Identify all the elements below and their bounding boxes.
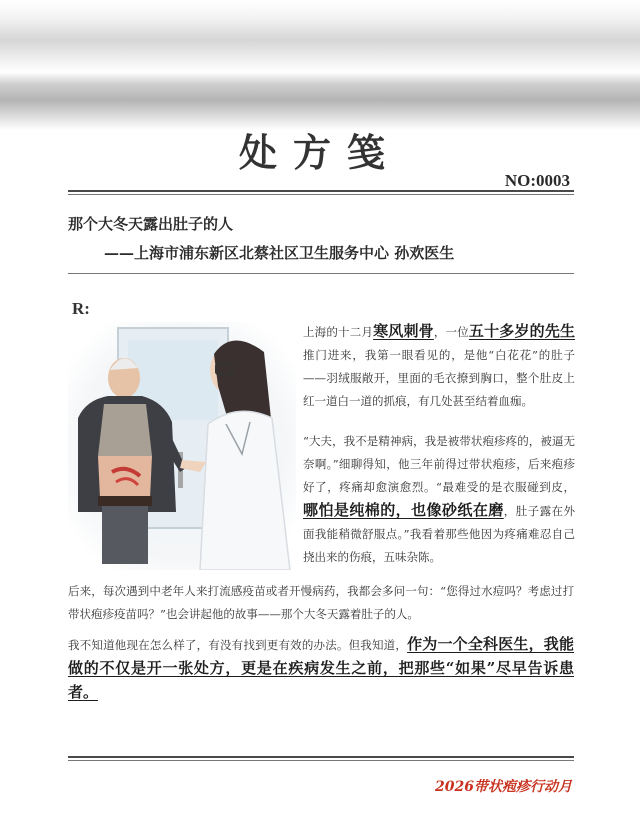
page-title: 处方笺: [238, 130, 401, 175]
footer-divider: [68, 756, 574, 758]
header-divider: [68, 190, 574, 192]
footer-divider-thin: [68, 760, 574, 761]
intro-text: 推门进来，我第一眼看见的，是他“白花花”的肚子——羽绒服敞开，里面的毛衣撩到胸口，整个肚皮上红一道白一道的抓痕，有几处甚至结着血痂。: [303, 348, 575, 408]
document-number: NO:0003: [504, 171, 570, 190]
title-divider: [68, 273, 574, 274]
paragraph-patient-quote: [303, 430, 575, 569]
conclusion-text: 我不知道他现在怎么样了，有没有找到更有效的办法。但我知道，: [68, 638, 408, 652]
intro-text: ，一位: [433, 325, 469, 339]
paragraph-conclusion: [68, 633, 574, 705]
header-banner: [0, 0, 640, 130]
paragraph-intro: [303, 320, 575, 413]
doctor-patient-illustration: [68, 322, 296, 570]
campaign-brand: 2026带状疱疹行动月: [435, 779, 572, 795]
quote-text: “大夫，我不是精神病，我是被带状疱疹疼的，被逼无奈啊。”细聊得知，他三年前得过带状疱疹，后来疱疹好了，疼痛却愈演愈烈。“最难受的是衣服碰到皮，: [303, 434, 575, 494]
quote-emphasis: 哪怕是纯棉的，也像砂纸在磨: [303, 501, 504, 519]
intro-emphasis-man: 五十多岁的先生: [468, 322, 576, 340]
author-line: ——上海市浦东新区北蔡社区卫生服务中心 孙欢医生: [104, 244, 455, 262]
intro-emphasis-cold: 寒风刺骨: [373, 322, 434, 340]
conclusion-emphasis: 作为一个全科医生，我能做的不仅是开一张处方，更是在疾病发生之前，把那些“如果”尽早告诉患者。: [68, 635, 574, 701]
paragraph-followup: 后来，每次遇到中老年人来打流感疫苗或者开慢病药，我都会多问一句：“您得过水痘吗？考虑过打带状疱疹疫苗吗？”也会讲起他的故事——那个大冬天露着肚子的人。: [68, 584, 574, 621]
header-divider-thin: [68, 194, 574, 195]
article-title: 那个大冬天露出肚子的人: [68, 215, 234, 233]
quote-text: ，肚子露在外面我能稍微舒服点。”我看着那些他因为疼痛难忍自己挠出来的伤痕，五味杂陈。: [303, 504, 575, 564]
rx-label: R:: [72, 299, 90, 318]
intro-text: 上海的十二月: [303, 325, 374, 339]
